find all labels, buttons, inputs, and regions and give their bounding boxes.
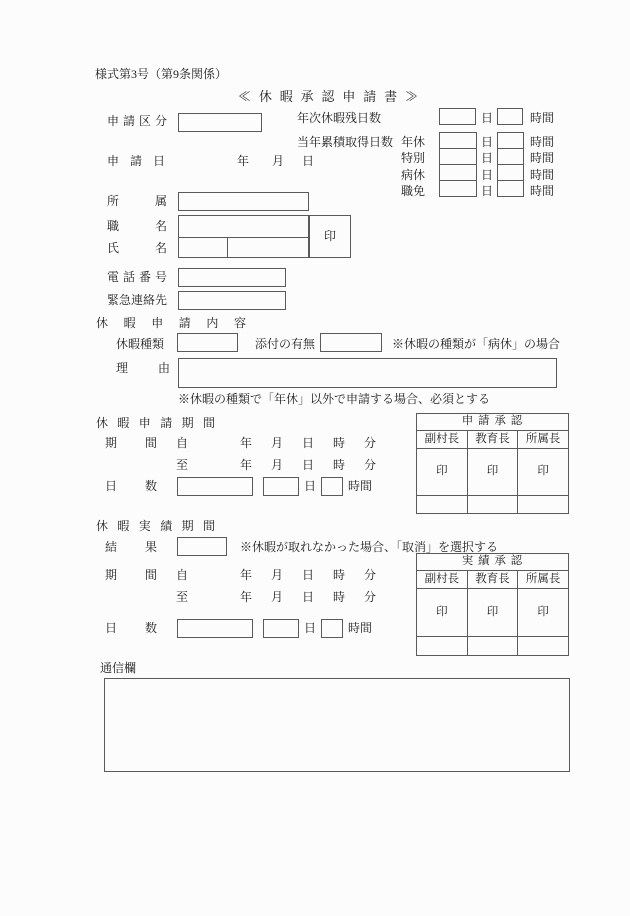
approver-section-chief: 所属長 [518,431,569,449]
cumulative-category-exempt: 職免 [401,184,426,198]
actual-from-label: 自 [176,568,189,582]
hour-unit: 時 [333,458,346,472]
date-day-unit: 日 [302,154,315,168]
day-unit: 日 [304,479,317,493]
reason-note: ※休暇の種類で「年休」以外で申請する場合、必須とする [178,392,491,406]
phone-label: 電話番号 [107,270,167,284]
cumulative-hours-fields [497,132,524,197]
approver-education-chief: 教育長 [467,571,518,589]
name-label: 氏名 [107,241,167,255]
application-date-label: 申請日 [107,154,165,168]
actual-to-label: 至 [176,590,189,604]
leave-type-label: 休暇種類 [116,337,165,351]
approver-education-chief: 教育長 [467,431,518,449]
attachment-note: ※休暇の種類が「病休」の場合 [392,337,561,351]
request-approval-seal-cell[interactable]: 印 [417,449,468,496]
request-approval-table [416,413,569,514]
approver-section-chief: 所属長 [518,571,569,589]
day-unit: 日 [481,168,494,182]
actual-approval-seal-cell[interactable]: 印 [417,589,468,637]
date-month-unit: 月 [272,154,285,168]
applicant-seal-box[interactable] [309,215,351,258]
actual-days-total-field[interactable] [177,619,253,638]
notes-field-label: 通信欄 [100,661,137,675]
attachment-field[interactable] [320,333,382,352]
month-unit: 月 [271,590,284,604]
annual-remaining-days-field[interactable] [439,108,476,125]
request-approval-seal-cell[interactable]: 印 [467,449,518,496]
annual-remaining-hour-unit: 時間 [530,111,555,125]
request-from-label: 自 [176,436,189,450]
job-title-label: 職名 [107,219,167,233]
minute-unit: 分 [364,458,377,472]
approver-deputy-mayor: 副村長 [417,431,468,449]
date-year-unit: 年 [237,154,250,168]
annual-remaining-hours-field[interactable] [497,108,523,125]
hour-unit: 時間 [348,479,373,493]
hour-unit: 時間 [530,168,555,182]
day-unit: 日 [481,135,494,149]
day-unit: 日 [481,184,494,198]
emergency-contact-label: 緊急連絡先 [107,293,168,307]
job-title-field[interactable] [178,215,309,238]
cumulative-category-annual: 年休 [401,135,426,149]
year-unit: 年 [240,436,253,450]
actual-hours-field[interactable] [321,619,343,638]
category-label: 申請区分 [107,114,167,128]
actual-approval-date-cell[interactable] [467,637,518,656]
hour-unit: 時 [333,590,346,604]
cumulative-hours-field[interactable] [498,181,524,197]
hour-unit: 時間 [530,151,555,165]
cumulative-label: 当年累積取得日数 [297,135,394,149]
minute-unit: 分 [364,590,377,604]
hour-unit: 時 [333,568,346,582]
cumulative-days-fields [439,132,477,197]
actual-approval-date-cell[interactable] [417,637,468,656]
cumulative-hours-field[interactable] [498,149,524,165]
cumulative-days-field[interactable] [440,165,477,181]
day-unit: 日 [302,590,315,604]
minute-unit: 分 [364,436,377,450]
cumulative-days-field[interactable] [440,133,477,149]
leave-type-field[interactable] [177,333,238,352]
request-approval-date-cell[interactable] [467,496,518,514]
actual-days-label: 日数 [105,621,157,635]
request-to-label: 至 [176,458,189,472]
request-hours-field[interactable] [321,477,343,496]
affiliation-field[interactable] [178,192,309,211]
day-unit: 日 [302,458,315,472]
request-approval-date-cell[interactable] [518,496,569,514]
minute-unit: 分 [364,568,377,582]
cumulative-category-sick: 病休 [401,168,426,182]
actual-approval-date-cell[interactable] [518,637,569,656]
year-unit: 年 [240,568,253,582]
month-unit: 月 [271,568,284,582]
day-unit: 日 [481,151,494,165]
year-unit: 年 [240,590,253,604]
cumulative-hours-field[interactable] [498,133,524,149]
attachment-label: 添付の有無 [255,337,316,351]
month-unit: 月 [271,436,284,450]
year-unit: 年 [240,458,253,472]
page-title: ≪休暇承認申請書≫ [238,89,418,104]
cumulative-category-special: 特別 [401,151,426,165]
result-note: ※休暇が取れなかった場合、「取消」を選択する [240,540,499,554]
actual-approval-seal-cell[interactable]: 印 [518,589,569,637]
cumulative-days-field[interactable] [440,149,477,165]
name-field-divider [227,237,228,258]
day-unit: 日 [302,568,315,582]
annual-remaining-day-unit: 日 [481,111,494,125]
seal-mark: 印 [323,228,336,243]
request-period-label: 期間 [105,436,157,450]
reason-label: 理由 [116,361,170,375]
actual-period-label: 期間 [105,568,157,582]
hour-unit: 時 [333,436,346,450]
notes-field[interactable] [104,678,570,772]
request-approval-title: 申 請 承 認 [417,414,569,431]
actual-approval-table [416,553,569,656]
request-days-label: 日数 [105,479,157,493]
name-field[interactable] [178,237,309,258]
annual-remaining-label: 年次休暇残日数 [297,111,382,125]
actual-days-field[interactable] [263,619,299,638]
day-unit: 日 [304,621,317,635]
day-unit: 日 [302,436,315,450]
month-unit: 月 [271,458,284,472]
request-days-total-field[interactable] [177,477,253,496]
request-approval-seal-cell[interactable]: 印 [518,449,569,496]
result-field[interactable] [177,537,227,556]
hour-unit: 時間 [530,135,555,149]
request-period-section-label: 休暇申請期間 [96,416,215,430]
actual-approval-title: 実 績 承 認 [417,554,569,571]
reason-field[interactable] [178,358,557,388]
request-days-field[interactable] [263,477,299,496]
emergency-contact-field[interactable] [178,291,286,310]
approver-deputy-mayor: 副村長 [417,571,468,589]
hour-unit: 時間 [348,621,373,635]
actual-approval-seal-cell[interactable]: 印 [467,589,518,637]
phone-field[interactable] [178,268,286,287]
actual-period-section-label: 休暇実績期間 [96,519,215,533]
cumulative-days-field[interactable] [440,181,477,197]
form-number: 様式第3号（第9条関係） [95,67,228,81]
request-content-section-label: 休暇申請内容 [96,316,246,330]
request-approval-date-cell[interactable] [417,496,468,514]
result-label: 結果 [105,540,157,554]
cumulative-hours-field[interactable] [498,165,524,181]
category-field[interactable] [178,113,262,132]
hour-unit: 時間 [530,184,555,198]
affiliation-label: 所属 [107,194,167,208]
